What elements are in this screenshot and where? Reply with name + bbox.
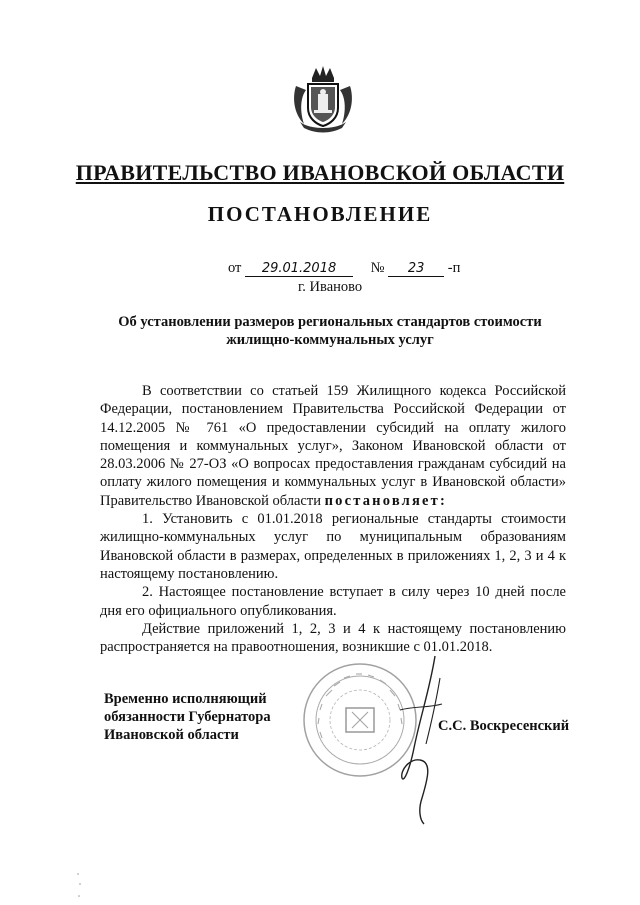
date-value: 29.01.2018 [245, 262, 353, 277]
city: г. Иваново [298, 279, 363, 295]
organization-title: ПРАВИТЕЛЬСТВО ИВАНОВСКОЙ ОБЛАСТИ [75, 160, 565, 185]
preamble-paragraph [100, 382, 566, 510]
item-1-paragraph: 1. Установить с 01.01.2018 региональные стандарты стоимости жилищно-коммунальных услуг по муниципальным образованиям Ивановской области в размерах, определенных в приложениях 1, 2, 3 и 4 к настоящему постановлению. [100, 511, 566, 582]
item-2-paragraph: 2. Настоящее постановление вступает в силу через 10 дней после дня его официального опубликования. [100, 584, 566, 619]
handwritten-signature-icon [380, 648, 480, 828]
date-prefix: от [228, 260, 242, 276]
signer-position-line-2: обязанности Губернатора [104, 709, 271, 725]
number-value: 23 [388, 262, 444, 277]
subject-line-1: Об установлении размеров региональных стандартов стоимости [118, 314, 542, 330]
number-suffix: -п [447, 260, 461, 276]
signer-position-line-1: Временно исполняющий [104, 691, 267, 707]
decree-verb: постановляет: [324, 492, 448, 509]
date-number-line [228, 260, 460, 277]
signer-position [104, 690, 271, 744]
number-prefix: № [370, 260, 385, 276]
document-type-title: ПОСТАНОВЛЕНИЕ [207, 202, 433, 226]
document-body [100, 382, 566, 656]
preamble-text: В соответствии со статьей 159 Жилищного кодекса Российской Федерации, постановлением Правительства Российской Федерации от 14.12.2005 № 761 «О предоставлении субсидий на оплату жилого помещения и коммунальных услуг», Законом Ивановской области от 28.03.2006 № 27-ОЗ «О вопросах предоставления гражданам субсидий на оплату жилого помещения и коммунальных услуг в Ивановской области» Правительство Ивановской области [100, 383, 566, 509]
coat-of-arms-icon [290, 64, 356, 134]
signer-name: С.С. Воскресенский [438, 718, 570, 734]
document-subject [100, 313, 560, 349]
item-3-paragraph: Действие приложений 1, 2, 3 и 4 к настоящему постановлению распространяется на правоотношения, возникшие с 01.01.2018. [100, 620, 566, 656]
subject-line-2: жилищно-коммунальных услуг [226, 332, 434, 348]
signer-position-line-3: Ивановской области [104, 727, 239, 743]
scan-marks-icon [70, 870, 90, 900]
